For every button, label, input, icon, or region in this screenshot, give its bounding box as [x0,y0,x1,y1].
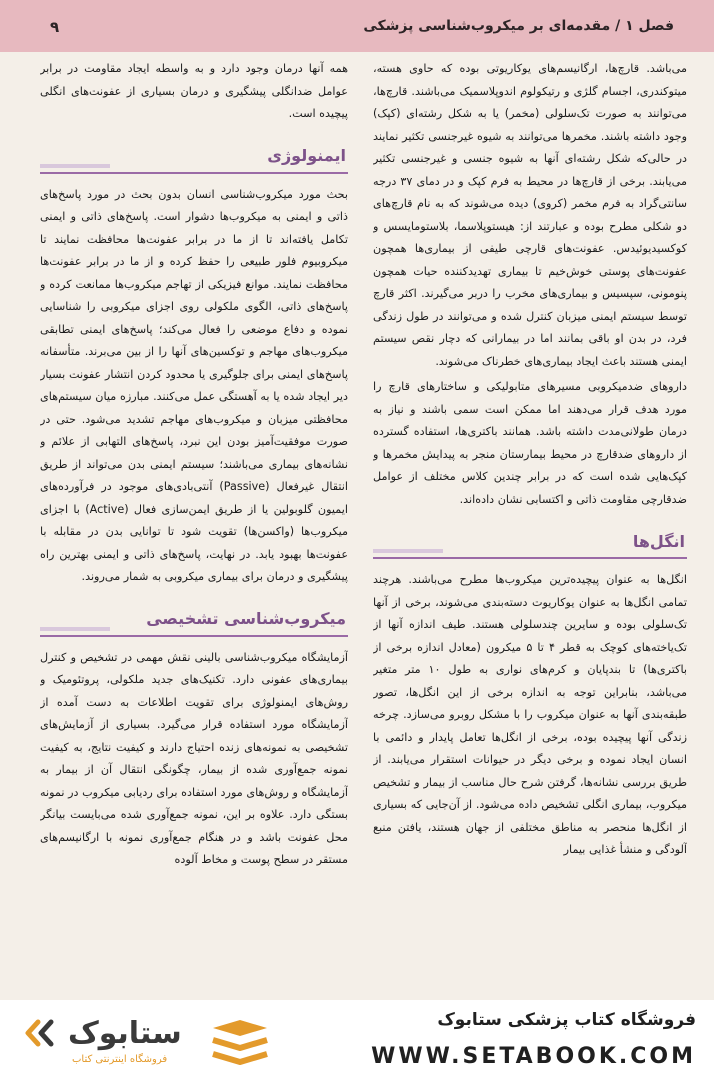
parasites-heading-text: انگل‌ها [632,531,685,551]
parasites-heading [373,525,687,559]
fungi-paragraph-1: می‌باشد. قارچ‌ها، ارگانیسم‌های یوکاریوتی بوده که حاوی هسته، میتوکندری، اجسام گلژی و رتیکولوم اندوپلاسمیک می‌باشند. قارچ‌ها، می‌توانند به صورت تک‌سلولی (مخمر) یا به شکل رشته‌ای (کپک) وجود داشته باشند. مخمرها می‌توانند به شیوه غیرجنسی تکثیر نمایند در حالی‌که شکل رشته‌ای آنها به شیوه جنسی و غیرجنسی تکثیر می‌یابند. برخی از قارچ‌ها در محیط به فرم کپک و در دمای ۳۷ درجه سانتی‌گراد به فرم مخمر (کروی) دیده می‌شوند که به نام قارچ‌های دو شکلی مطرح بوده و عبارتند از: هیستوپلاسما، بلاستومایسس و کوکسیدیوئیدس. عفونت‌های قارچی طیفی از بیماری‌ها همچون عفونت‌های پوستی خوش‌خیم تا بیماری تهدیدکننده حیات همچون پنومونی، سپسیس و بیماری‌های مخرب را دربر می‌گیرند. اکثر قارچ توسط سیستم ایمنی میزبان کنترل شده و می‌توانند در طول زندگی فرد، در بدن او باقی بمانند اما در بیمارانی که دچار نقص سیستم ایمنی هستند باعث ایجاد بیماری‌های خطرناک می‌شوند. [373,62,687,368]
heading-accent-bar [373,549,443,553]
chevrons-icon [24,1014,62,1052]
store-footer [0,1000,714,1080]
diagnostic-paragraph: آزمایشگاه میکروب‌شناسی بالینی نقش مهمی در تشخیص و کنترل بیماری‌های عفونی دارد. تکنیک‌های جدید ملکولی، پروتئومیک و روش‌های ایمنولوژی برای تقویت اطلاعات به دست آمده از آزمایشگاه مورد استفاده قرار می‌گیرد. بسیاری از آزمایش‌های تشخیصی به نمونه‌های زنده احتیاج دارند و کیفیت نتایج، به کیفیت نمونه جمع‌آوری شده از بیمار، چگونگی انتقال آن از بیمار به آزمایشگاه و روش‌های مورد استفاده برای ردیابی میکروب در نمونه بستگی دارد. علاوه بر این، نمونه جمع‌آوری شده می‌بایست بیانگر محل عفونت باشد و در هنگام جمع‌آوری نمونه با ارگانیسم‌های مستقر در سطح پوست و مخاط آلوده [40,650,348,866]
immunology-heading [40,140,348,174]
chapter-title: فصل ۱ / مقدمه‌ای بر میکروب‌شناسی پزشکی [363,18,674,34]
page-header [0,0,714,52]
diagnostic-heading [40,603,348,637]
store-name: فروشگاه کتاب پزشکی ستابوک [437,1010,696,1030]
fungi-paragraph-2: داروهای ضدمیکروبی مسیرهای متابولیکی و ساختارهای قارچ را مورد هدف قرار می‌دهند اما ممکن است سمی باشند و نیاز به درمان طولانی‌مدت داشته باشد. همانند باکتری‌ها، استفاده گسترده از داروهای ضدقارچ در محیط بیمارستان منجر به پیدایش مخمرها و کپک‌هایی شده است که در برابر چندین کلاس مختلف از عوامل ضدقارچی مقاومت ذاتی و اکتسابی نشان داده‌اند. [373,380,687,506]
book-stack-icon [205,1018,275,1072]
heading-accent-bar [40,164,110,168]
page-number: ۹ [50,18,60,36]
logo-subtitle: فروشگاه اینترنتی کتاب [72,1054,168,1065]
parasites-paragraph: انگل‌ها به عنوان پیچیده‌ترین میکروب‌ها مطرح می‌باشند. هرچند تمامی انگل‌ها به عنوان یوکاریوت دسته‌بندی می‌شوند، برخی از آنها تک‌سلولی بوده و سایرین چندسلولی هستند. طیف اندازه آنها از تک‌یاخته‌های کوچک به قطر ۴ تا ۵ میکرون (معادل اندازه برخی از باکتری‌ها) تا بندپایان و کرم‌های نواری به طول ۱۰ متر متغیر می‌باشد، بنابراین توجه به اندازه برخی از این انگل‌ها، تصور طبقه‌بندی آنها به عنوان میکروب را با مشکل روبرو می‌سازد. چرخه زندگی آنها پیچیده بوده، برخی از انگل‌ها تعامل پایدار و دائمی با انسان ایجاد نموده و برخی دیگر در حیوانات استقرار می‌یابند. از طریق بررسی نشانه‌ها، گرفتن شرح حال مناسب از بیمار و تشخیص میکروب، بیماری انگلی تشخیص داده می‌شود. از آن‌جایی که بسیاری از انگل‌ها منحصر به مناطق مختلفی از جهان هستند، یافتن منبع آلودگی و منشأ غذایی بیمار [373,573,687,856]
store-url-link[interactable]: WWW.SETABOOK.COM [371,1044,696,1069]
diagnostic-heading-text: میکروب‌شناسی تشخیصی [146,609,346,628]
parasites-continued-paragraph: همه آنها درمان وجود دارد و به واسطه ایجاد مقاومت در برابر عوامل ضدانگلی پیشگیری و درمان بسیاری از عفونت‌های انگلی پیچیده است. [40,62,348,120]
setabook-logo[interactable] [24,1014,214,1072]
heading-accent-bar [40,627,110,631]
immunology-paragraph: بحث مورد میکروب‌شناسی انسان بدون بحث در مورد پاسخ‌های ذاتی و ایمنی به میکروب‌ها دشوار است. پاسخ‌های ذاتی و ایمنی تکامل یافته‌اند تا از ما در برابر عفونت‌ها محافظت نمایند تا میکروبیوم فلور طبیعی را حفظ کرده و از ما در برابر عفونت‌ها محافظت نمایند. موانع فیزیکی از تهاجم میکروب‌ها ممانعت کرده و پاسخ‌های ذاتی، الگوی ملکولی روی اجزای میکروبی را شناسایی نموده و دفاع موضعی را فعال می‌کند؛ پاسخ‌های ایمنی تطابقی میکروب‌های مهاجم و توکسین‌های آنها را از بین می‌برند. متأسفانه پاسخ‌های ایمنی برای جلوگیری یا محدود کردن انتشار عفونت بسیار دیر ایجاد شده یا به آهستگی عمل می‌کنند. مبارزه میان سیستم‌های محافظتی میزبان و میکروب‌های مهاجم تشدید می‌شود. حتی در صورت موفقیت‌آمیز بودن این نبرد، پاسخ‌های التهابی از علائم و نشانه‌های بیماری می‌باشند؛ سیستم ایمنی بدن می‌تواند از طریق انتقال غیرفعال (Passive) آنتی‌بادی‌های موجود در فرآورده‌های ایمیون گلوبولین یا از طریق ایمن‌سازی فعال (Active) با اجزای میکروب‌ها (واکسن‌ها) تقویت شود تا توانایی بدن در مقابله با عفونت‌ها بهبود یابد. در نهایت، پاسخ‌های ذاتی و ایمنی بهترین راه پیشگیری و درمان برای بیماری میکروبی به شمار می‌روند. [40,187,348,583]
logo-wordmark: ستابوک [68,1016,182,1051]
immunology-heading-text: ایمنولوژی [267,146,346,165]
left-column [40,58,348,1000]
right-column [373,58,687,1000]
